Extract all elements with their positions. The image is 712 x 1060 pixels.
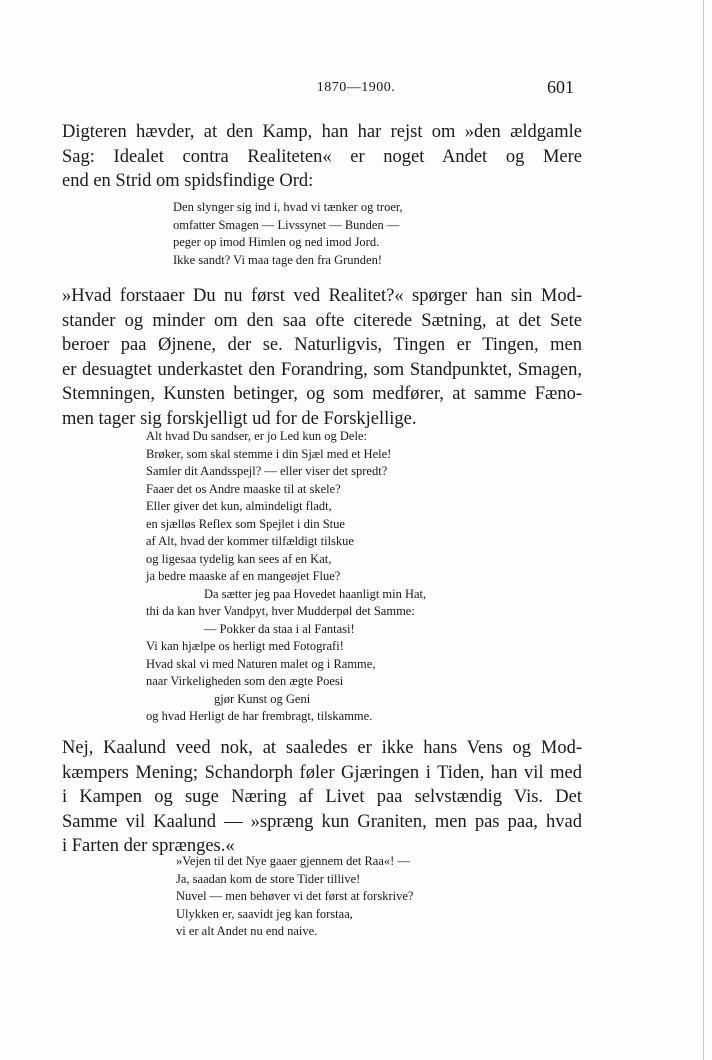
verse-line: en sjælløs Reflex som Spejlet i din Stue [146,516,345,531]
verse-line: Nuvel — men behøver vi det først at forskrive? [176,889,414,903]
paragraph-1 [62,120,582,194]
verse-line: omfatter Smagen — Livssynet — Bunden — [173,217,400,232]
verse-line: og hvad Herligt de har frembragt, tilskamme. [146,709,373,723]
text-line: beroer paa Øjnene, der se. Naturligvis, Tingen er Tingen, men [62,335,582,355]
running-header-years: 1870—1900. [316,80,396,95]
verse-line: thi da kan hver Vandpyt, hver Mudderpøl det Samme: [146,604,415,618]
text-line: Sag: Idealet contra Realiteten« er noget Andet og Mere [62,146,582,167]
text-line: Samme vil Kaalund — »spræng kun Graniten, men pas paa, hvad [62,811,582,832]
verse-line: Ja, saadan kom de store Tider tillive! [176,871,361,886]
verse-line: og ligesaa tydelig kan sees af en Kat, [146,551,332,566]
verse-line: Samler dit Aandsspejl? — eller viser det spredt? [146,464,388,478]
verse-line: — Pokker da staa i al Fantasi! [204,621,355,636]
text-line: i Kampen og suge Næring af Livet paa selvstændig Vis. Det [62,787,582,807]
verse-quote-2 [146,428,426,726]
paragraph-3 [62,736,582,859]
verse-line: Vi kan hjælpe os herligt med Fotografi! [146,639,344,653]
verse-line: peger op imod Himlen og ned imod Jord. [173,235,380,249]
verse-line: naar Virkeligheden som den ægte Poesi [146,674,344,688]
verse-line: af Alt, hvad der kommer tilfældigt tilskue [146,534,354,548]
text-line: kæmpers Mening; Schandorph føler Gjæringen i Tiden, han vil med [62,762,582,783]
verse-line: Alt hvad Du sandser, er jo Led kun og Dele: [146,429,367,443]
text-line: stander og minder om den saa ofte citerede Sætning, at det Sete [62,310,582,331]
text-line: end en Strid om spidsfindige Ord: [62,171,314,191]
verse-line: Da sætter jeg paa Hovedet haanligt min Hat, [204,586,427,601]
text-line: men tager sig forskjelligt ud for de Forskjellige. [62,408,417,429]
verse-quote-3 [176,853,413,941]
page-number: 601 [547,77,574,97]
verse-line: Brøker, som skal stemme i din Sjæl med et Hele! [146,446,392,461]
text-line: er desuagtet underkastet den Forandring, som Standpunktet, Smagen, [62,359,582,380]
verse-line: Den slynger sig ind i, hvad vi tænker og troer, [173,200,403,214]
page-edge-line [703,0,704,1060]
text-line: »Hvad forstaaer Du nu først ved Realitet?« spørger han sin Mod- [62,286,582,306]
verse-line: Ulykken er, saavidt jeg kan forstaa, [176,906,353,921]
verse-line: Eller giver det kun, almindeligt fladt, [146,499,332,513]
verse-line: Hvad skal vi med Naturen malet og i Ramme, [146,656,376,671]
text-line: i Farten der sprænges.« [62,836,235,856]
verse-line: Ikke sandt? Vi maa tage den fra Grunden! [173,252,383,267]
verse-line: Faaer det os Andre maaske til at skele? [146,481,341,496]
text-line: Digteren hævder, at den Kamp, han har rejst om »den ældgamle [62,122,582,142]
verse-line: ja bedre maaske af en mangeøjet Flue? [146,569,341,583]
verse-quote-1 [173,199,403,269]
text-line: Nej, Kaalund veed nok, at saaledes er ikke hans Vens og Mod- [62,738,582,758]
verse-line: »Vejen til det Nye gaaer gjennem det Raa«! — [176,854,410,868]
text-line: Stemningen, Kunsten betinger, og som medfører, at samme Fæno- [62,384,582,404]
paragraph-2 [62,284,582,431]
verse-line: gjør Kunst og Geni [214,691,311,706]
verse-line: vi er alt Andet nu end naive. [176,924,318,938]
